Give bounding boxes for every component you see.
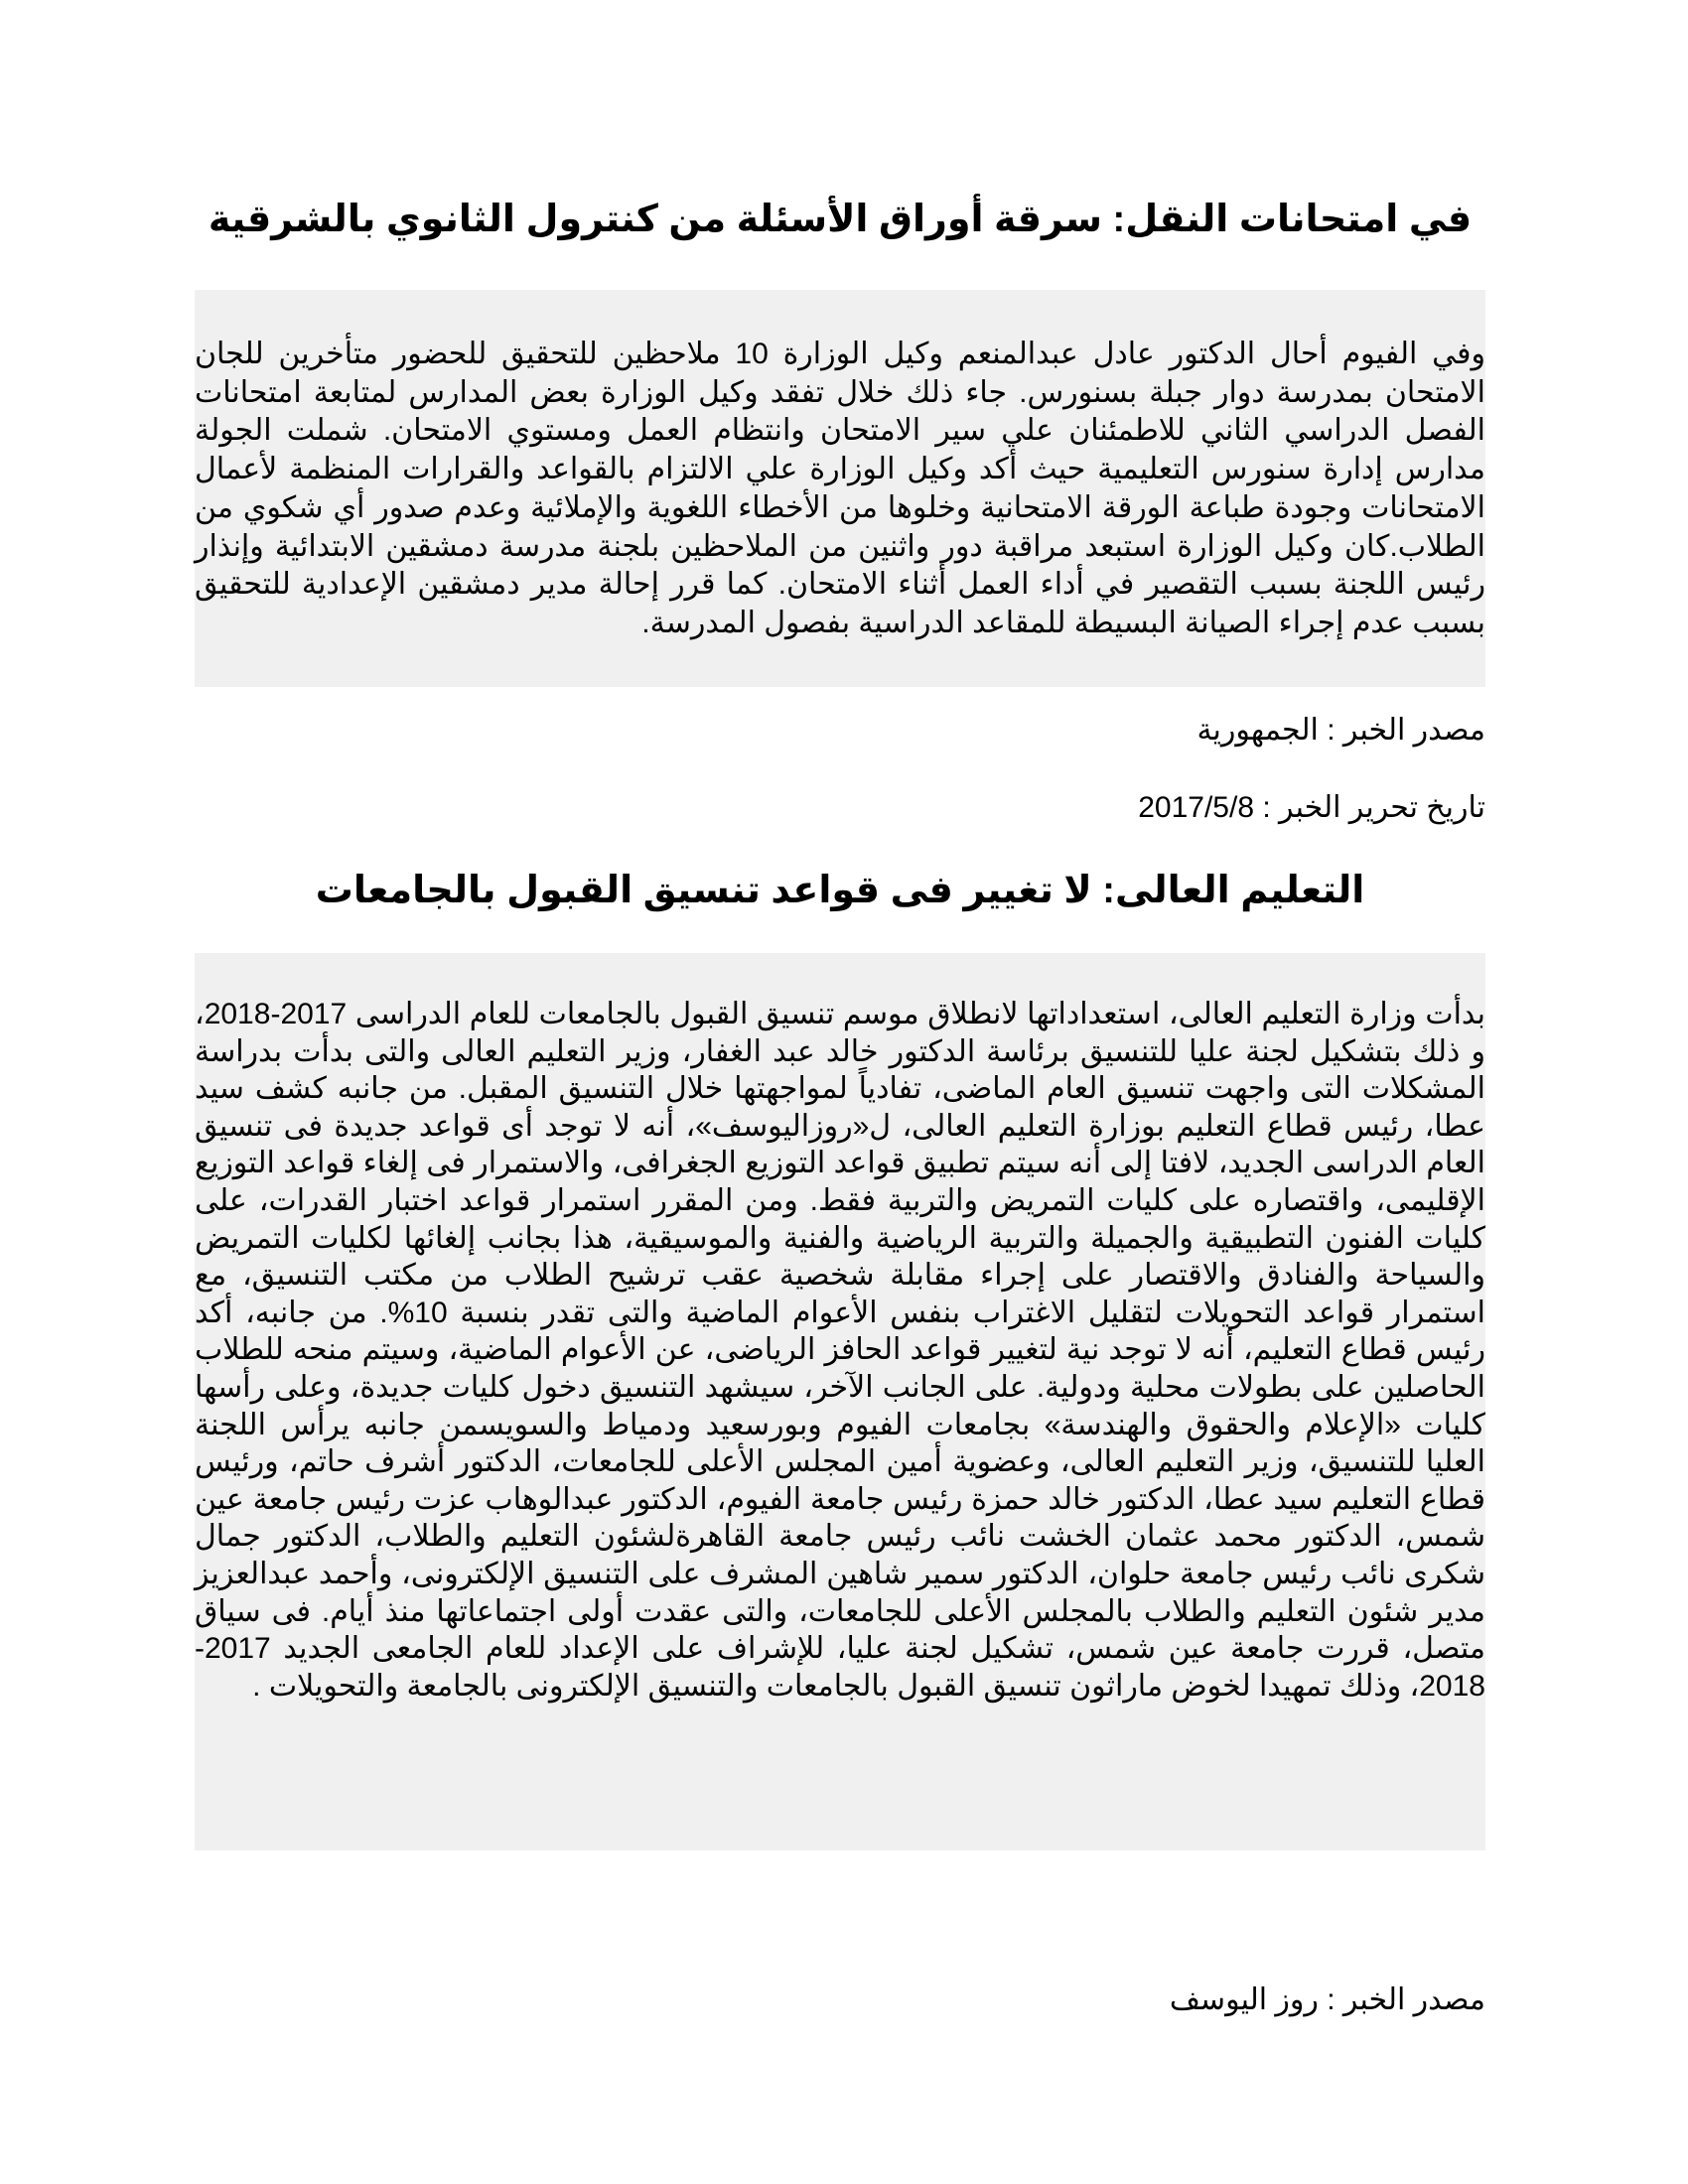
article-2-source: مصدر الخبر : روز اليوسف	[1169, 1983, 1485, 2016]
article-1-date: تاريخ تحرير الخبر : 2017/5/8	[1138, 791, 1485, 824]
article-1-source: مصدر الخبر : الجمهورية	[1196, 714, 1485, 747]
article-2-title: التعليم العالى: لا تغيير فى قواعد تنسيق القبول بالجامعات	[315, 870, 1365, 911]
article-1-title: في امتحانات النقل: سرقة أوراق الأسئلة من كنترول الثانوي بالشرقية	[208, 199, 1473, 240]
article-1-body: وفي الفيوم أحال الدكتور عادل عبدالمنعم وكيل الوزارة 10 ملاحظين للتحقيق للحضور متأخرين للجان الامتحان بمدرسة دوار جبلة بسنورس. جاء ذلك خلال تفقد وكيل الوزارة بعض المدارس لمتابعة امتحانات الفصل الدراسي الثاني للاطمئنان علي سير الامتحان وانتظام العمل ومستوي الامتحان. شملت الجولة مدارس إدارة سنورس التعليمية حيث أكد وكيل الوزارة علي الالتزام بالقواعد والقرارات المنظمة لأعمال الامتحانات وجودة طباعة الورقة الامتحانية وخلوها من الأخطاء اللغوية والإملائية وعدم صدور أي شكوي من الطلاب.كان وكيل الوزارة استبعد مراقبة دور واثنين من الملاحظين بلجنة مدرسة دمشقين الابتدائية وإنذار رئيس اللجنة بسبب التقصير في أداء العمل أثناء الامتحان. كما قرر إحالة مدير دمشقين الإعدادية للتحقيق بسبب عدم إجراء الصيانة البسيطة للمقاعد الدراسية بفصول المدرسة.	[195, 338, 1485, 639]
article-2-body: بدأت وزارة التعليم العالى، استعداداتها لانطلاق موسم تنسيق القبول بالجامعات للعام الدراسى 2017-2018، و ذلك بتشكيل لجنة عليا للتنسيق برئاسة الدكتور خالد عبد الغفار، وزير التعليم العالى والتى بدأت بدراسة المشكلات التى واجهت تنسيق العام الماضى، تفادياً لمواجهتها خلال التنسيق المقبل. من جانبه كشف سيد عطا، رئيس قطاع التعليم بوزارة التعليم العالى، ل«روزاليوسف»، أنه لا توجد أى قواعد جديدة فى تنسيق العام الدراسى الجديد، لافتا إلى أنه سيتم تطبيق قواعد التوزيع الجغرافى، والاستمرار فى إلغاء قواعد التوزيع الإقليمى، واقتصاره على كليات التمريض والتربية فقط. ومن المقرر استمرار قواعد اختبار القدرات، على كليات الفنون التطبيقية والجميلة والتربية الرياضية والفنية والموسيقية، هذا بجانب إلغائها لكليات التمريض والسياحة والفنادق والاقتصار على إجراء مقابلة شخصية عقب ترشيح الطلاب من مكتب التنسيق، مع استمرار قواعد التحويلات لتقليل الاغتراب بنفس الأعوام الماضية والتى تقدر بنسبة 10%. من جانبه، أكد رئيس قطاع التعليم، أنه لا توجد نية لتغيير قواعد الحافز الرياضى، عن الأعوام الماضية، وسيتم منحه للطلاب الحاصلين على بطولات محلية ودولية. على الجانب الآخر، سيشهد التنسيق دخول كليات جديدة، وعلى رأسها كليات «الإعلام والحقوق والهندسة» بجامعات الفيوم وبورسعيد ودمياط والسويسمن جانبه يرأس اللجنة العليا للتنسيق، وزير التعليم العالى، وعضوية أمين المجلس الأعلى للجامعات، الدكتور أشرف حاتم، ورئيس قطاع التعليم سيد عطا، الدكتور خالد حمزة رئيس جامعة الفيوم، الدكتور عبدالوهاب عزت رئيس جامعة عين شمس، الدكتور محمد عثمان الخشت نائب رئيس جامعة القاهرةلشئون التعليم والطلاب، الدكتور جمال شكرى نائب رئيس جامعة حلوان، الدكتور سمير شاهين المشرف على التنسيق الإلكترونى، وأحمد عبدالعزيز مدير شئون التعليم والطلاب بالمجلس الأعلى للجامعات، والتى عقدت أولى اجتماعاتها منذ أيام. فى سياق متصل، قررت جامعة عين شمس، تشكيل لجنة عليا، للإشراف على الإعداد للعام الجامعى الجديد 2017-2018، وذلك تمهيدا لخوض ماراثون تنسيق القبول بالجامعات والتنسيق الإلكترونى بالجامعة والتحويلات .	[195, 998, 1485, 1703]
